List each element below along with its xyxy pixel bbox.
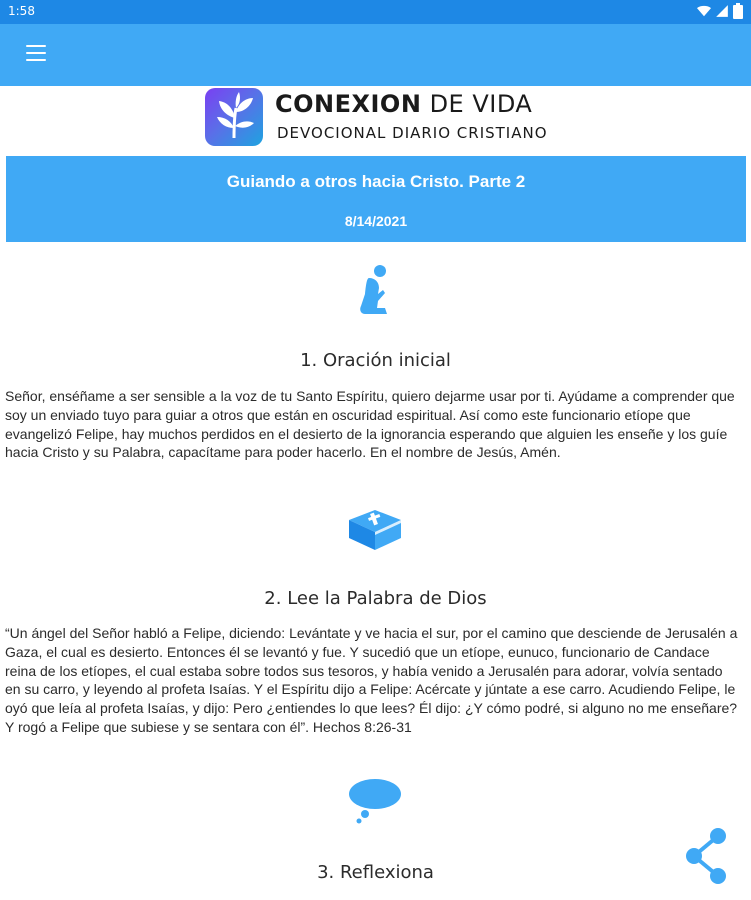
bible-icon [345, 506, 405, 559]
section-body-read: “Un ángel del Señor habló a Felipe, diciendo: Levántate y ve hacia el sur, por el camino que desciende de Jerusalén a Gaza, el cual es desierto. Entonces él se levantó y fue. Y sucedió que un etíope, eunuco, funcionario de Candace reina de los etíopes, el cual estaba sobre todos sus tesoros, y había venido a Jerusalén para adorar, volvía sentado en su carro, y leyendo al profeta Isaías. Y el Espíritu dijo a Felipe: Acércate y júntate a ese carro. Acudiendo Felipe, le oyó que leía al profeta Isaías, y dijo: Pero ¿entiendes lo que lees? Él dijo: ¿Y cómo podré, si alguno no me enseñare? Y rogó a Felipe que subiese y se sentara con él”. Hechos 8:26-31 [5, 625, 738, 735]
section-heading-prayer: 1. Oración inicial [300, 350, 451, 371]
battery-icon [733, 3, 743, 19]
devotional-header [6, 156, 746, 242]
section-heading-reflect: 3. Reflexiona [317, 862, 434, 883]
section-body-prayer: Señor, enséñame a ser sensible a la voz de tu Santo Espíritu, quiero dejarme usar por ti. Ayúdame a comprender que soy un enviado tuyo para guiar a otros que están en oscuridad espiritual. Así como este funcionario etíope que evangelizó Felipe, hay muchos perdidos en el desierto de la ignorancia esperando que alguien les enseñe y los guíe hacia Cristo y su Palabra, capacítame para poder hacerlo. En el nombre de Jesús, Amén. [5, 388, 735, 461]
brand-title [275, 90, 532, 118]
brand-title-bold: CONEXION [275, 90, 422, 118]
brand-subtitle: DEVOCIONAL DIARIO CRISTIANO [277, 124, 548, 142]
app-bar [0, 24, 751, 86]
wifi-icon [697, 4, 711, 18]
praying-person-icon [345, 264, 405, 325]
devotional-title: Guiando a otros hacia Cristo. Parte 2 [226, 172, 526, 191]
brand-logo [205, 86, 555, 148]
status-time: 1:58 [8, 4, 35, 18]
signal-icon [715, 4, 729, 18]
thought-cloud-icon [345, 776, 405, 829]
status-bar [0, 0, 751, 24]
plant-logo-icon [205, 88, 263, 146]
status-icons [697, 3, 743, 19]
devotional-date: 8/14/2021 [344, 213, 408, 229]
hamburger-menu-icon[interactable] [26, 45, 46, 65]
brand-title-rest: DE VIDA [429, 90, 533, 118]
share-icon [682, 826, 730, 886]
share-button[interactable] [682, 826, 730, 886]
section-heading-read: 2. Lee la Palabra de Dios [264, 588, 487, 609]
